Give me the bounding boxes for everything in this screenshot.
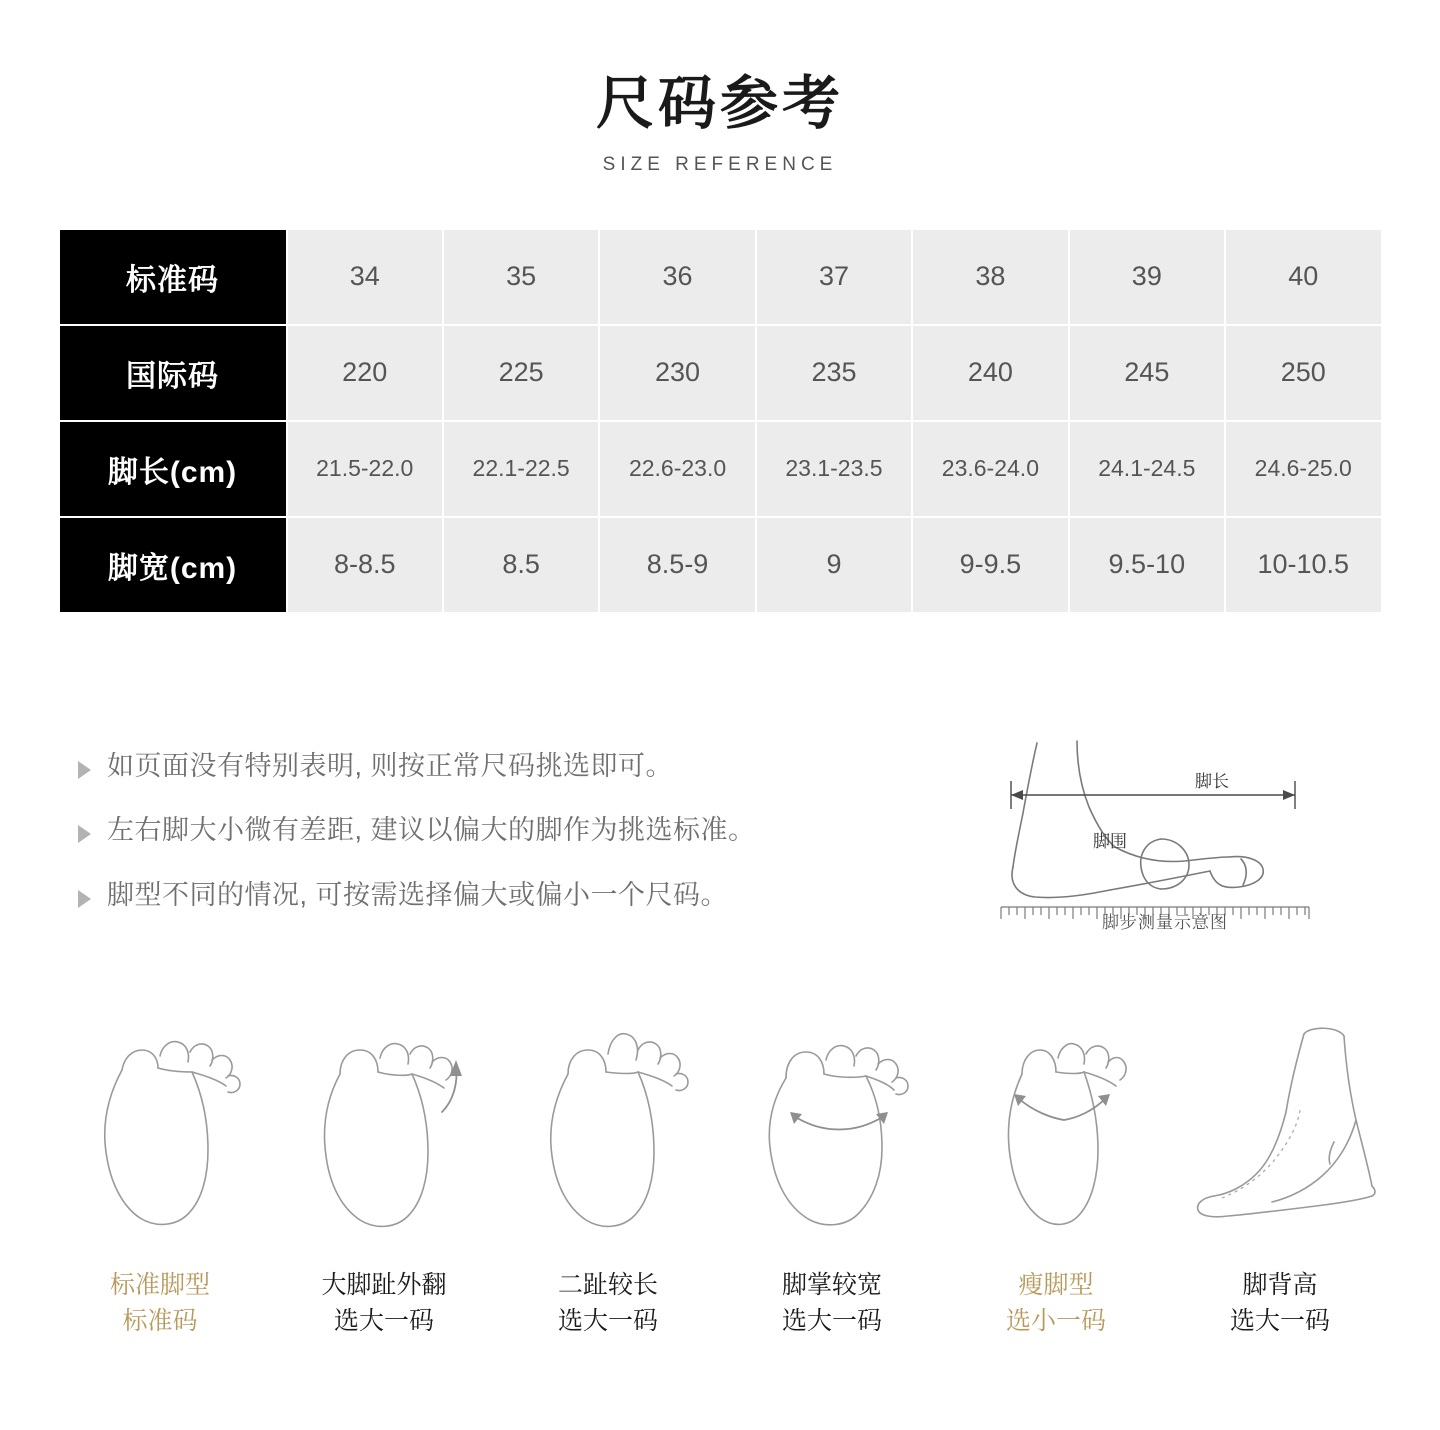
foot-label-line2: 选大一码 xyxy=(557,1306,658,1335)
cell-length-2: 22.1-22.5 xyxy=(443,421,599,517)
cell-length-4: 23.1-23.5 xyxy=(756,421,912,517)
cell-standard-36: 36 xyxy=(599,229,755,325)
list-item xyxy=(78,877,948,913)
foot-label-line2: 选大一码 xyxy=(781,1306,882,1335)
foot-label-line1: 二趾较长 xyxy=(557,1271,658,1299)
note-text-2: 左右脚大小微有差距, 建议以偏大的脚作为挑选标准。 xyxy=(107,815,756,846)
footprint-long-second-toe-icon xyxy=(508,1000,708,1250)
note-text-3: 脚型不同的情况, 可按需选择偏大或偏小一个尺码。 xyxy=(107,879,729,910)
cell-width-2: 8.5 xyxy=(443,517,599,613)
table-row xyxy=(59,517,1382,613)
foot-type-gallery xyxy=(60,1000,1380,1339)
foot-type-label-narrow xyxy=(956,1268,1156,1339)
foot-label-line1: 脚掌较宽 xyxy=(781,1271,882,1299)
cell-intl-4: 235 xyxy=(756,325,912,421)
foot-label-line2: 选小一码 xyxy=(1005,1306,1106,1335)
cell-length-6: 24.1-24.5 xyxy=(1069,421,1225,517)
foot-type-wide-forefoot xyxy=(732,1000,932,1339)
row-header-foot-length: 脚长(cm) xyxy=(59,421,287,517)
cell-length-1: 21.5-22.0 xyxy=(287,421,443,517)
cell-width-6: 9.5-10 xyxy=(1069,517,1225,613)
cell-standard-38: 38 xyxy=(912,229,1068,325)
page-header xyxy=(0,0,1440,176)
triangle-bullet-icon xyxy=(78,890,91,908)
list-item xyxy=(78,748,948,784)
cell-standard-34: 34 xyxy=(287,229,443,325)
foot-type-standard xyxy=(60,1000,260,1339)
foot-type-label-long-second-toe xyxy=(508,1268,708,1339)
page-subtitle: SIZE REFERENCE xyxy=(602,153,838,175)
foot-type-bunion xyxy=(284,1000,484,1339)
foot-type-label-bunion xyxy=(284,1268,484,1339)
cell-length-5: 23.6-24.0 xyxy=(912,421,1068,517)
footprint-narrow-icon xyxy=(956,1000,1156,1250)
label-foot-girth: 脚围 xyxy=(1093,832,1127,851)
cell-width-4: 9 xyxy=(756,517,912,613)
cell-intl-5: 240 xyxy=(912,325,1068,421)
foot-label-line2: 选大一码 xyxy=(333,1306,434,1335)
triangle-bullet-icon xyxy=(78,761,91,779)
cell-length-7: 24.6-25.0 xyxy=(1225,421,1381,517)
cell-width-1: 8-8.5 xyxy=(287,517,443,613)
cell-width-3: 8.5-9 xyxy=(599,517,755,613)
foot-label-line1: 标准脚型 xyxy=(109,1271,210,1299)
foot-label-line2: 标准码 xyxy=(122,1306,198,1335)
cell-intl-7: 250 xyxy=(1225,325,1381,421)
foot-type-long-second-toe xyxy=(508,1000,708,1339)
cell-standard-39: 39 xyxy=(1069,229,1225,325)
cell-intl-2: 225 xyxy=(443,325,599,421)
footprint-bunion-icon xyxy=(284,1000,484,1250)
table-row xyxy=(59,325,1382,421)
cell-width-5: 9-9.5 xyxy=(912,517,1068,613)
foot-measure-caption: 脚步测量示意图 xyxy=(1102,913,1228,932)
cell-intl-1: 220 xyxy=(287,325,443,421)
cell-standard-35: 35 xyxy=(443,229,599,325)
row-header-standard-size: 标准码 xyxy=(59,229,287,325)
notes-list xyxy=(78,748,948,941)
table-row xyxy=(59,421,1382,517)
list-item xyxy=(78,812,948,848)
size-table xyxy=(58,228,1383,614)
cell-standard-40: 40 xyxy=(1225,229,1381,325)
table-row xyxy=(59,229,1382,325)
cell-standard-37: 37 xyxy=(756,229,912,325)
cell-length-3: 22.6-23.0 xyxy=(599,421,755,517)
row-header-foot-width: 脚宽(cm) xyxy=(59,517,287,613)
foot-label-line1: 大脚趾外翻 xyxy=(321,1271,447,1299)
cell-intl-6: 245 xyxy=(1069,325,1225,421)
foot-type-label-standard xyxy=(60,1268,260,1339)
foot-label-line2: 选大一码 xyxy=(1229,1306,1330,1335)
cell-width-7: 10-10.5 xyxy=(1225,517,1381,613)
footprint-wide-forefoot-icon xyxy=(732,1000,932,1250)
foot-label-line1: 瘦脚型 xyxy=(1018,1271,1094,1299)
foot-high-instep-icon xyxy=(1180,1000,1390,1250)
row-header-international-size: 国际码 xyxy=(59,325,287,421)
footprint-standard-icon xyxy=(60,1000,260,1250)
cell-intl-3: 230 xyxy=(599,325,755,421)
page-title: 尺码参考 xyxy=(595,71,844,136)
foot-type-narrow xyxy=(956,1000,1156,1339)
foot-label-line1: 脚背高 xyxy=(1242,1271,1318,1299)
foot-type-label-wide-forefoot xyxy=(732,1268,932,1339)
note-text-1: 如页面没有特别表明, 则按正常尺码挑选即可。 xyxy=(107,751,674,781)
label-foot-length: 脚长 xyxy=(1195,772,1229,791)
foot-type-label-high-instep xyxy=(1180,1268,1380,1339)
foot-type-high-instep xyxy=(1180,1000,1380,1339)
triangle-bullet-icon xyxy=(78,825,91,843)
